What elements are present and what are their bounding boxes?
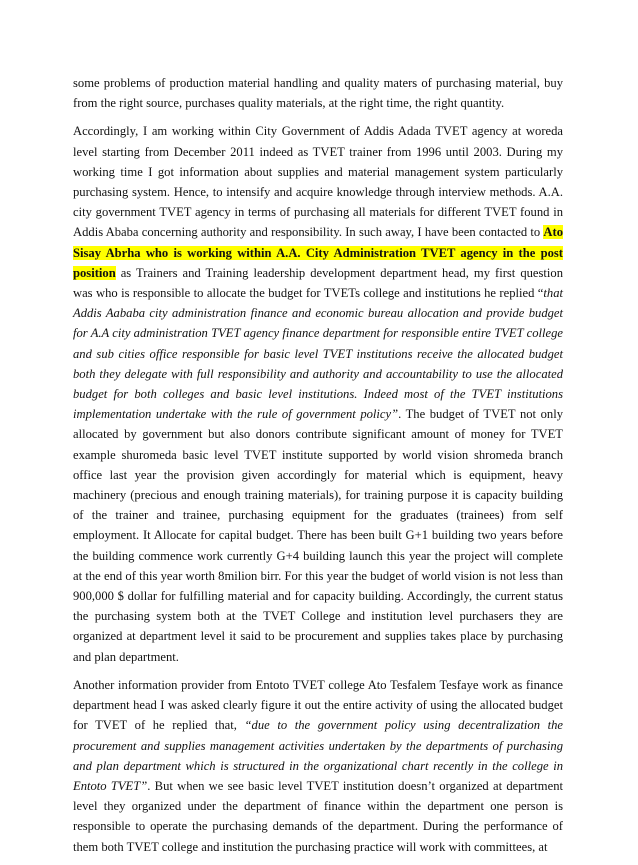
highlighted-name: Ato Sisay Abrha who is working within A.A. City Administration TVET agency in the post position bbox=[73, 225, 563, 280]
paragraph-2-text-mid: as Trainers and Training leadership development department head, my first question was who is responsible to allocate the budget for TVETs college and institutions he replied “ bbox=[73, 265, 563, 301]
paragraph-1: some problems of production material handling and quality maters of purchasing material, buy from the right source, purchases quality materials, at the right time, the right quantity. bbox=[73, 76, 563, 111]
paragraph-2-text-start: Accordingly, I am working within City Government of Addis Adada TVET agency at woreda level starting from December 2011 indeed as TVET trainer from 1996 until 2003. During my working time I got information about supplies and material management system particularly purchasing system. Hence, to intensify and acquire knowledge through interview methods. A.A. city government TVET agency in terms of purchasing all materials for different TVET found in Addis Ababa concerning authority and responsibility. In such away, I have been contacted to bbox=[73, 124, 563, 240]
paragraph-3-text-end: . But when we see basic level TVET institution doesn’t organized at department level they organized under the department of finance within the department one person is responsible to operate the purchasing demands of the department. During the performance of them both TVET college and institution the purchasing practice will work with committees, at bbox=[73, 778, 563, 854]
paragraph-2 bbox=[73, 121, 563, 666]
paragraph-3 bbox=[73, 675, 563, 857]
italic-quote-2: “due to the government policy using decentralization the procurement and supplies management activities undertaken by the departments of purchasing and plan department which is structured in the organizational chart recently in the college in Entoto TVET” bbox=[73, 718, 564, 793]
italic-quote-1: that Addis Aababa city administration finance and economic bureau allocation and provide budget for A.A city administration TVET agency finance department for responsible entire TVET college and sub cities office responsible for basic level TVET institutions receive the allocated budget both they delegate with full responsibility and authority and accountability to use the allocated budget for both colleges and basic level institutions. Indeed most of the TVET institutions implementation undertake with the rule of government policy” bbox=[73, 286, 563, 422]
paragraph-2-text-end: . The budget of TVET not only allocated by government but also donors contribute significant amount of money for TVET example shuromeda basic level TVET institute supported by world vision shromeda branch office last year the provision given accordingly for material which is equipment, heavy machinery (precious and enough training materials), for training purpose it is capacity building of the trainer and trainee, purchasing equipment for the graduates (trainees) from self employment. It Allocate for capital budget. There has been built G+1 building two years before the building commence work currently G+4 building launch this year the project will complete at the end of this year worth 8milion birr. For this year the budget of world vision is not less than 900,000 $ dollar for fulfilling material and for capacity building. Accordingly, the current status the purchasing system both at the TVET College and institution level purchasers they are organized at department level it said to be procurement and supplies takes place by purchasing and plan department. bbox=[73, 407, 564, 664]
paragraph-3-text-start: Another information provider from Entoto TVET college Ato Tesfalem Tesfaye work as finance department head I was asked clearly figure it out the entire activity of using the allocated budget for TVET of he replied that, bbox=[73, 677, 563, 733]
document-page bbox=[73, 73, 563, 865]
